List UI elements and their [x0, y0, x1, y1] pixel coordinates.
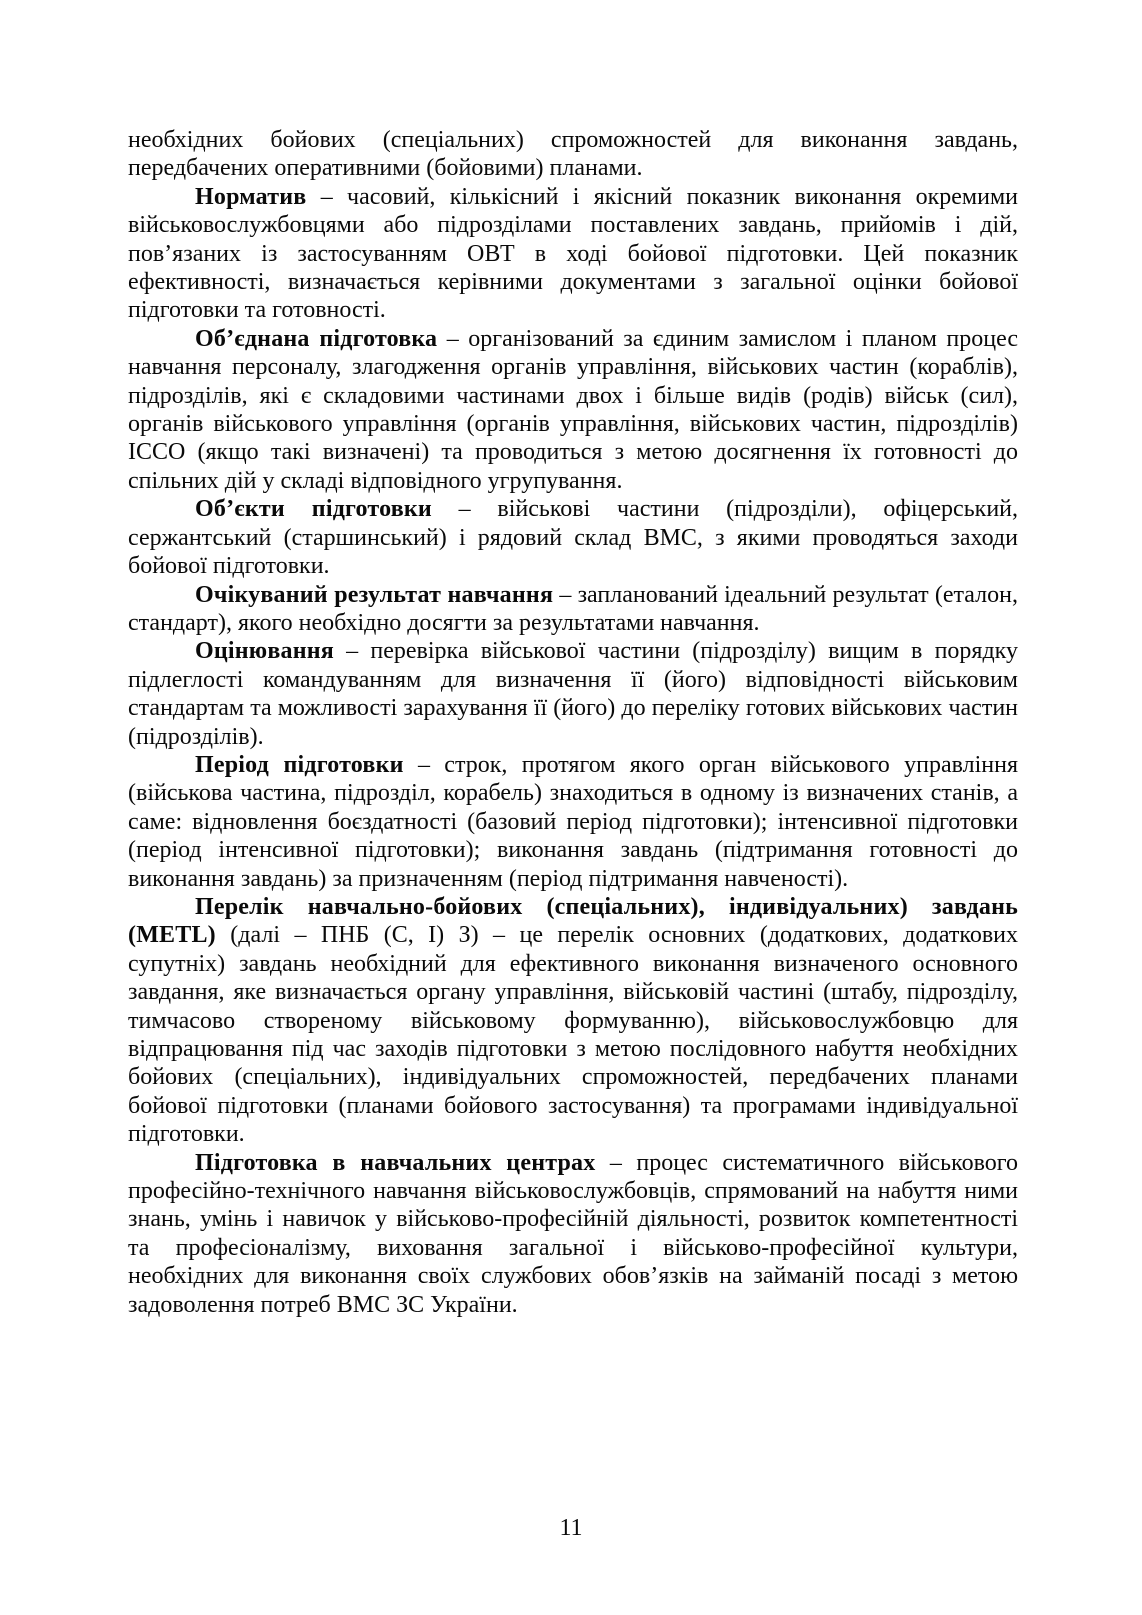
- paragraph-pidhotovka-navchalni-tsentry: [128, 1149, 1018, 1319]
- paragraph-continuation: [128, 126, 1018, 183]
- paragraph-obyednana-pidhotovka: [128, 325, 1018, 495]
- paragraph-text: – запланований ідеальний результат (еталон, стандарт), якого необхідно досягти за результатами навчання.: [128, 581, 1018, 636]
- paragraph-text: – організований за єдиним замислом і планом процес навчання персоналу, злагодження органів управління, військових частин (кораблів), підрозділів, які є складовими частинами двох і більше видів (родів) військ (сил), органів військового управління (органів управління, військових частин, підрозділів) ІССО (якщо такі визначені) та проводиться з метою досягнення їх готовності до спільних дій у складі відповідного угрупування.: [128, 325, 1018, 494]
- paragraph-otsinyuvannya: [128, 637, 1018, 751]
- paragraph-text: – військові частини (підрозділи), офіцерський, сержантський (старшинський) і рядовий склад ВМС, з якими проводяться заходи бойової підготовки.: [128, 496, 1018, 580]
- term-period-pidhotovky: Період підготовки: [195, 751, 404, 778]
- paragraph-normatyv: [128, 183, 1018, 325]
- document-body: [128, 126, 1018, 1319]
- paragraph-text: – процес систематичного військового професійно-технічного навчання військовослужбовців, спрямований на набуття ними знань, умінь і навичок у військово-професійній діяльності, розвиток компетентності та професіоналізму, виховання загальної і військово-професійної культури, необхідних для виконання своїх службових обов’язків на займаній посаді з метою задоволення потреб ВМС ЗС України.: [128, 1149, 1018, 1318]
- term-ochikuvanyi-rezultat: Очікуваний результат навчання: [195, 581, 554, 608]
- paragraph-ochikuvanyi-rezultat: [128, 581, 1018, 638]
- paragraph-perelik-metl: [128, 893, 1018, 1149]
- term-pidhotovka-navchalni-tsentry: Підготовка в навчальних центрах: [195, 1149, 596, 1176]
- paragraph-text: необхідних бойових (спеціальних) спроможностей для виконання завдань, передбачених оперативними (бойовими) планами.: [128, 127, 1018, 182]
- term-obyekty-pidhotovky: Об’єкти підготовки: [195, 496, 432, 523]
- paragraph-text: – часовий, кількісний і якісний показник виконання окремими військовослужбовцями або підрозділами поставлених завдань, прийомів і дій, пов’язаних із застосуванням ОВТ в ході бойової підготовки. Цей показник ефективності, визначається керівними документами з загальної оцінки бойової підготовки та готовності.: [128, 183, 1018, 324]
- paragraph-text: – перевірка військової частини (підрозділу) вищим в порядку підлеглості командуванням для визначення її (його) відповідності військовим стандартам та можливості зарахування її (його) до переліку готових військових частин (підрозділів).: [128, 638, 1018, 750]
- paragraph-period-pidhotovky: [128, 751, 1018, 893]
- term-otsinyuvannya: Оцінювання: [195, 638, 334, 665]
- page-number: 11: [559, 1515, 583, 1541]
- paragraph-text: – строк, протягом якого орган військового управління (військова частина, підрозділ, корабель) знаходиться в одному із визначених станів, а саме: відновлення боєздатності (базовий період підготовки); інтенсивної підготовки (період інтенсивної підготовки); виконання завдань (підтримання готовності до виконання завдань) за призначенням (період підтримання навченості).: [128, 751, 1018, 892]
- term-obyednana-pidhotovka: Об’єднана підготовка: [195, 325, 438, 352]
- term-perelik-metl: Перелік навчально-бойових (спеціальних), індивідуальних) завдань (METL): [128, 893, 1018, 949]
- term-normatyv: Норматив: [195, 183, 307, 210]
- paragraph-text: (далі – ПНБ (С, І) З) – це перелік основних (додаткових, додаткових супутніх) завдань необхідний для ефективного виконання визначеного основного завдання, яке визначається органу управління, військовій частині (штабу, підрозділу, тимчасово створеному військовому формуванню), військовослужбовцю для відпрацювання під час заходів підготовки з метою послідовного набуття необхідних бойових (спеціальних), індивідуальних спроможностей, передбачених планами бойової підготовки (планами бойового застосування) та програмами індивідуальної підготовки.: [128, 922, 1018, 1148]
- paragraph-obyekty-pidhotovky: [128, 495, 1018, 580]
